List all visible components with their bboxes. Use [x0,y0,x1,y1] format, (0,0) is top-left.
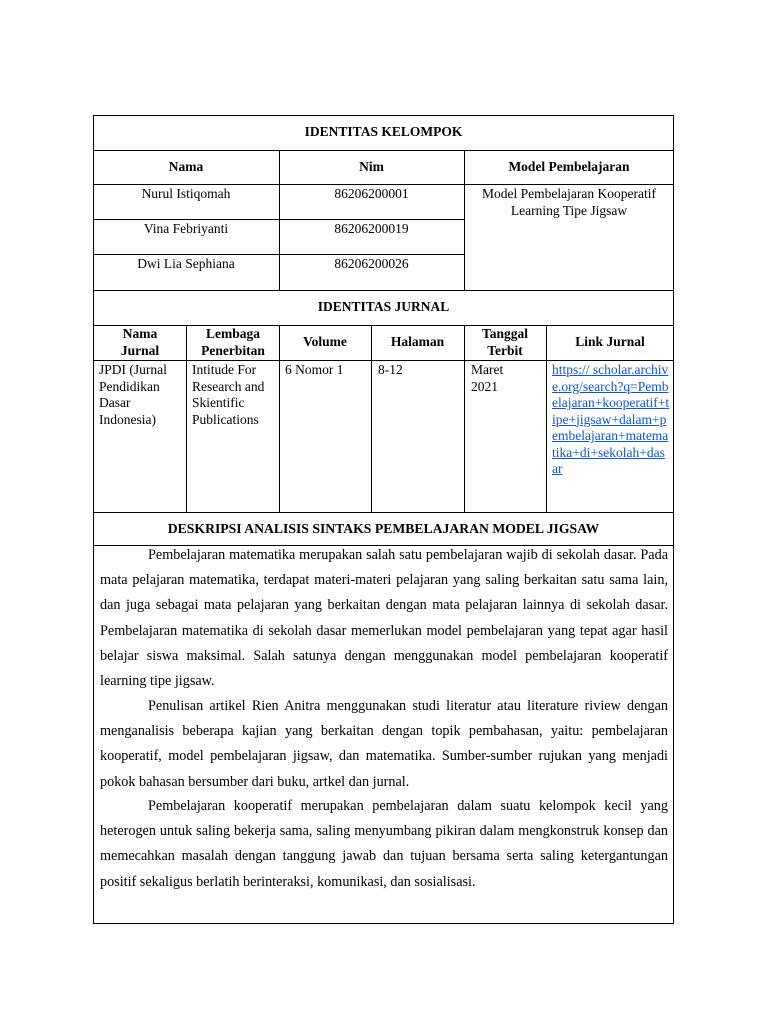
member-nim: 86206200026 [334,256,409,271]
header-halaman: Halaman [390,334,445,349]
header-model: Model Pembelajaran [508,159,630,174]
row-divider [93,325,674,326]
row-divider [93,360,674,361]
member-nim: 86206200001 [334,186,409,201]
jurnal-title: IDENTITAS JURNAL [317,299,450,314]
member-name: Dwi Lia Sephiana [137,256,235,271]
journal-link[interactable]: https:// scholar.archive.org/search?q=Pembelajaran+kooperatif+tipe+jigsaw+dalam+pembelajaran+matematika+di+sekolah+dasar [552,362,670,476]
header-nama-jurnal: Nama Jurnal [120,326,160,358]
column-divider [371,325,372,512]
journal-pages: 8-12 [378,362,403,377]
journal-date: Maret 2021 [471,362,504,394]
deskripsi-title: DESKRIPSI ANALISIS SINTAKS PEMBELAJARAN MODEL JIGSAW [167,521,600,536]
model-value: Model Pembelajaran Kooperatif Learning Tipe Jigsaw [482,186,656,218]
member-name: Nurul Istiqomah [141,186,231,201]
journal-name: JPDI (Jurnal Pendidikan Dasar Indonesia) [99,362,167,427]
header-volume: Volume [303,334,347,349]
paragraph: Pembelajaran kooperatif merupakan pembelajaran dalam suatu kelompok kecil yang heterogen untuk saling bekerja sama, saling menyumbang pikiran dalam mengkonstruk konsep dan memecahkan masalah dengan tanggung jawab dan tujuan bersama serta saling ketergantungan positif sekaligus berlatih berinteraksi, komunikasi, dan sosialisasi. [100,798,668,890]
row-divider [93,150,674,151]
journal-publisher: Intitude For Research and Skientific Publications [192,362,265,427]
column-divider [279,325,280,512]
column-divider [546,325,547,512]
row-divider [93,290,674,291]
member-name: Vina Febriyanti [143,221,229,236]
kelompok-title: IDENTITAS KELOMPOK [304,124,463,139]
header-nama: Nama [168,159,204,174]
journal-volume: 6 Nomor 1 [285,362,344,377]
header-link: Link Jurnal [575,334,645,349]
member-nim: 86206200019 [334,221,409,236]
header-tanggal: Tanggal Terbit [481,326,529,358]
row-divider [93,512,674,513]
column-divider [464,325,465,512]
column-divider [186,325,187,512]
row-divider [93,184,674,185]
header-nim: Nim [359,159,384,174]
paragraph: Penulisan artikel Rien Anitra menggunakan studi literatur atau literature riview dengan menganalisis beberapa kajian yang berkaitan dengan topik pembahasan, yaitu: pembelajaran kooperatif, model pembelajaran jigsaw, dan matematika. Sumber-sumber rujukan yang menjadi pokok bahasan bersumber dari buku, artkel dan jurnal. [100,698,668,790]
paragraph: Pembelajaran matematika merupakan salah satu pembelajaran wajib di sekolah dasar. Pada mata pelajaran matematika, terdapat materi-materi pelajaran yang saling berkaitan satu sama lain, dan juga sebagai mata pelajaran yang berkaitan dengan mata pelajaran lainnya di sekolah dasar. Pembelajaran matematika di sekolah dasar memerlukan model pembelajaran yang tepat agar hasil belajar siswa maksimal. Salah satunya dengan menggunakan model pembelajaran kooperatif learning tipe jigsaw. [100,547,668,690]
header-lembaga: Lembaga Penerbitan [201,326,265,358]
